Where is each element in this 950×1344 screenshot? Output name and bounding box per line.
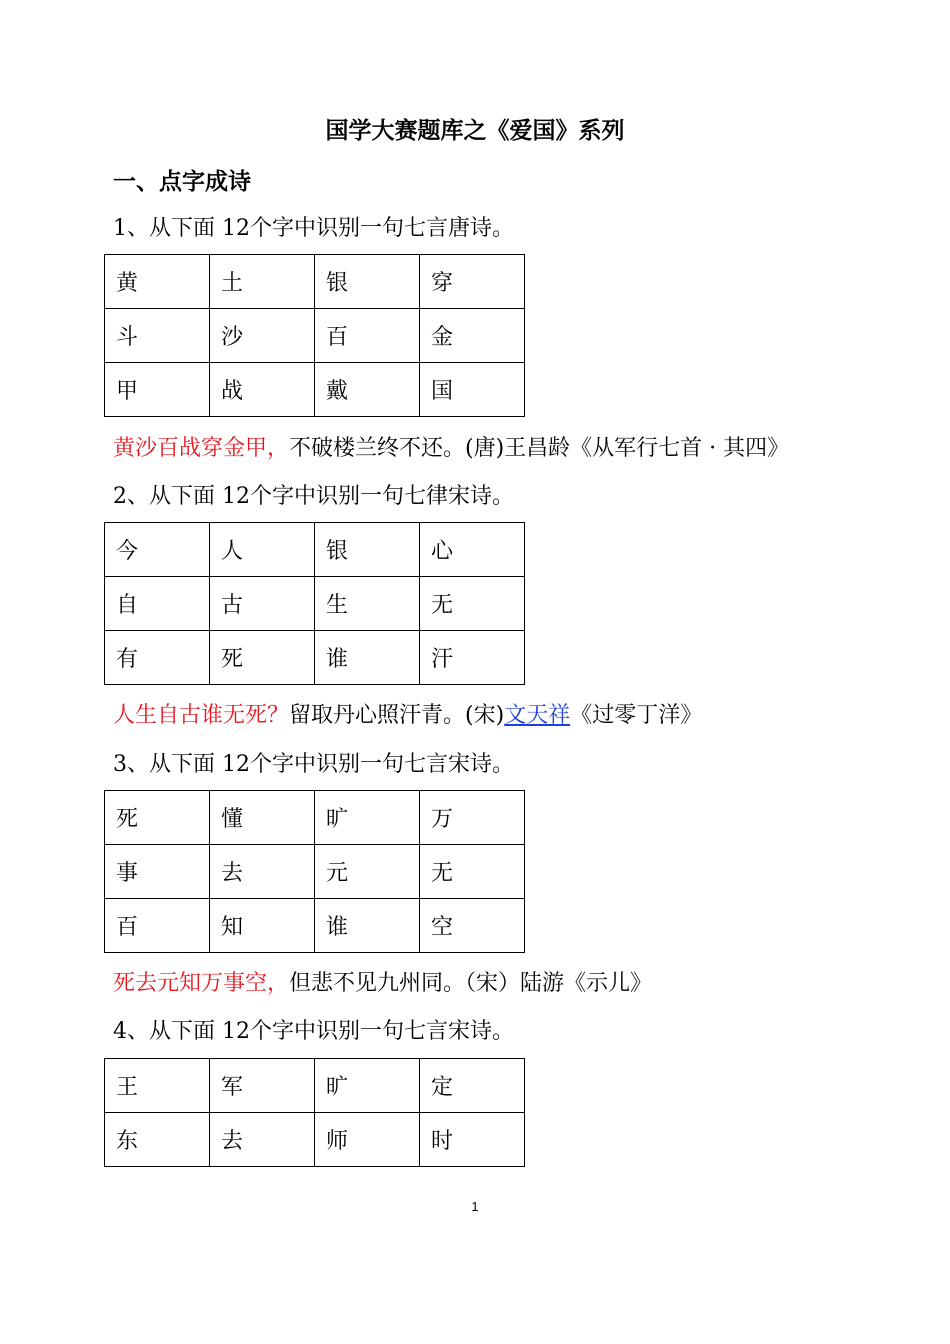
question-prompt-1: 1、从下面 12个字中识别一句七言唐诗。	[113, 216, 514, 241]
grid-cell: 王	[105, 1059, 210, 1113]
document-title: 国学大赛题库之《爱国》系列	[325, 118, 625, 144]
grid-cell: 军	[210, 1059, 315, 1113]
answer-line-3	[113, 968, 652, 1000]
grid-cell: 斗	[105, 309, 210, 363]
table-row	[105, 309, 525, 363]
answer-source: 留取丹心照汗青。(宋)	[289, 703, 505, 728]
grid-cell: 心	[420, 523, 525, 577]
character-grid-4	[104, 1058, 525, 1167]
grid-cell: 谁	[315, 899, 420, 953]
answer-line-2	[113, 700, 702, 732]
answer-source: 但悲不见九州同。（宋）陆游《示儿》	[289, 971, 653, 996]
answer-source: 不破楼兰终不还。(唐)王昌龄《从军行七首 · 其四》	[289, 436, 790, 461]
answer-line-1	[113, 433, 789, 465]
grid-cell: 戴	[315, 363, 420, 417]
grid-cell: 国	[420, 363, 525, 417]
grid-cell: 黄	[105, 255, 210, 309]
table-row	[105, 523, 525, 577]
grid-cell: 懂	[210, 791, 315, 845]
grid-cell: 古	[210, 577, 315, 631]
grid-cell: 百	[105, 899, 210, 953]
grid-cell: 银	[315, 255, 420, 309]
grid-cell: 万	[420, 791, 525, 845]
table-row	[105, 899, 525, 953]
grid-cell: 无	[420, 577, 525, 631]
question-prompt-3: 3、从下面 12个字中识别一句七言宋诗。	[113, 752, 514, 777]
grid-cell: 银	[315, 523, 420, 577]
grid-cell: 土	[210, 255, 315, 309]
answer-highlight: 人生自古谁无死？	[113, 703, 290, 728]
answer-highlight: 死去元知万事空，	[113, 971, 290, 996]
grid-cell: 师	[315, 1113, 420, 1167]
grid-cell: 有	[105, 631, 210, 685]
answer-highlight: 黄沙百战穿金甲，	[113, 436, 290, 461]
grid-cell: 甲	[105, 363, 210, 417]
table-row	[105, 791, 525, 845]
table-row	[105, 1113, 525, 1167]
grid-cell: 自	[105, 577, 210, 631]
grid-cell: 去	[210, 1113, 315, 1167]
table-row	[105, 631, 525, 685]
answer-title: 《过零丁洋》	[570, 703, 703, 728]
character-grid-2	[104, 522, 525, 685]
grid-cell: 谁	[315, 631, 420, 685]
grid-cell: 知	[210, 899, 315, 953]
grid-cell: 死	[105, 791, 210, 845]
grid-cell: 时	[420, 1113, 525, 1167]
page-number: 1	[471, 1199, 479, 1214]
character-grid-1	[104, 254, 525, 417]
grid-cell: 汗	[420, 631, 525, 685]
grid-cell: 旷	[315, 1059, 420, 1113]
author-link[interactable]: 文天祥	[504, 703, 571, 728]
grid-cell: 战	[210, 363, 315, 417]
grid-cell: 定	[420, 1059, 525, 1113]
table-row	[105, 363, 525, 417]
grid-cell: 旷	[315, 791, 420, 845]
table-row	[105, 577, 525, 631]
grid-cell: 金	[420, 309, 525, 363]
grid-cell: 沙	[210, 309, 315, 363]
question-prompt-4: 4、从下面 12个字中识别一句七言宋诗。	[113, 1019, 514, 1044]
grid-cell: 元	[315, 845, 420, 899]
table-row	[105, 845, 525, 899]
grid-cell: 去	[210, 845, 315, 899]
grid-cell: 死	[210, 631, 315, 685]
question-prompt-2: 2、从下面 12个字中识别一句七律宋诗。	[113, 484, 514, 509]
grid-cell: 百	[315, 309, 420, 363]
grid-cell: 事	[105, 845, 210, 899]
grid-cell: 无	[420, 845, 525, 899]
table-row	[105, 1059, 525, 1113]
grid-cell: 生	[315, 577, 420, 631]
section-heading: 一、点字成诗	[113, 169, 251, 195]
grid-cell: 东	[105, 1113, 210, 1167]
grid-cell: 今	[105, 523, 210, 577]
grid-cell: 人	[210, 523, 315, 577]
character-grid-3	[104, 790, 525, 953]
grid-cell: 穿	[420, 255, 525, 309]
grid-cell: 空	[420, 899, 525, 953]
table-row	[105, 255, 525, 309]
